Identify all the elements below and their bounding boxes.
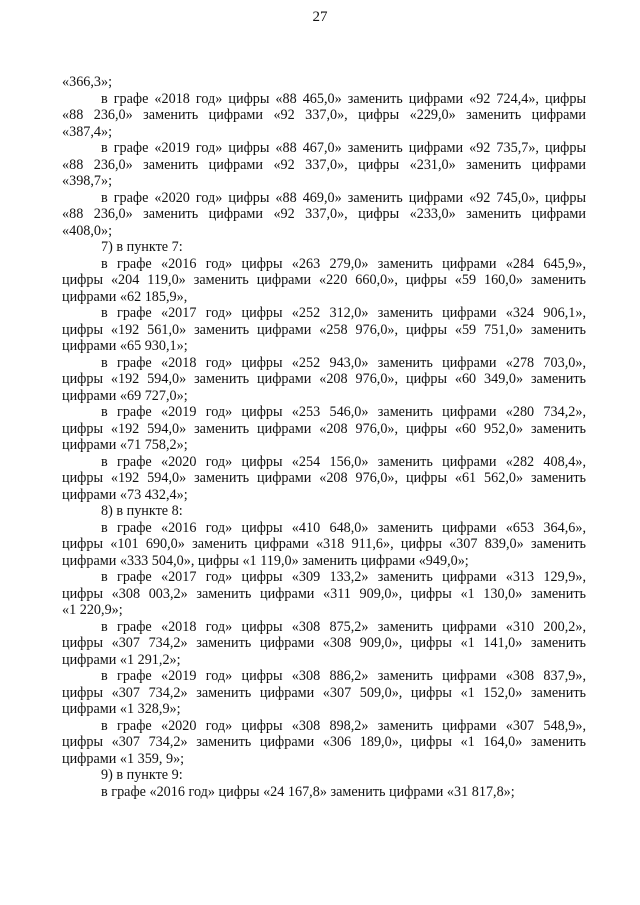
text-line: цифрами «62 185,9», [62,288,188,305]
text-line: цифры «192 594,0» заменить цифрами «208 976,0», цифры «60 349,0» заменить [62,371,586,387]
text-line: в графе «2018 год» цифры «308 875,2» заменить цифрами «310 200,2», [101,618,586,635]
text-line: в графе «2019 год» цифры «253 546,0» заменить цифрами «280 734,2», [101,404,586,420]
text-line: «88 236,0» заменить цифрами «92 337,0», цифры «229,0» заменить цифрами [62,107,586,123]
document-body [62,74,586,800]
text-line: в графе «2019 год» цифры «308 886,2» заменить цифрами «308 837,9», [101,668,586,684]
text-line: в графе «2017 год» цифры «252 312,0» заменить цифрами «324 906,1», [101,305,586,321]
text-line: «408,0»; [62,222,113,239]
text-line: цифрами «65 930,1»; [62,338,188,354]
text-line: в графе «2016 год» цифры «24 167,8» заменить цифрами «31 817,8»; [101,783,515,800]
text-line: цифрами «1 291,2»; [62,651,181,668]
text-line: цифры «307 734,2» заменить цифрами «306 189,0», цифры «1 164,0» заменить [62,734,586,750]
text-line: цифрами «1 359, 9»; [62,750,185,767]
text-line: цифры «101 690,0» заменить цифрами «318 911,6», цифры «307 839,0» заменить [62,536,586,552]
text-line: «88 236,0» заменить цифрами «92 337,0», цифры «231,0» заменить цифрами [62,156,586,173]
text-line: цифры «204 119,0» заменить цифрами «220 660,0», цифры «59 160,0» заменить [62,272,586,288]
text-line: 7) в пункте 7: [101,239,183,255]
text-line: цифрами «73 432,4»; [62,486,188,503]
text-line: в графе «2016 год» цифры «410 648,0» заменить цифрами «653 364,6», [101,519,586,536]
text-line: в графе «2017 год» цифры «309 133,2» заменить цифрами «313 129,9», [101,569,586,585]
text-line: цифрами «71 758,2»; [62,437,188,453]
text-line: в графе «2020 год» цифры «308 898,2» заменить цифрами «307 548,9», [101,717,586,734]
text-line: в графе «2018 год» цифры «88 465,0» заменить цифрами «92 724,4», цифры [101,90,586,107]
text-line: «88 236,0» заменить цифрами «92 337,0», цифры «233,0» заменить цифрами [62,206,586,222]
text-line: «1 220,9»; [62,602,123,618]
text-line: в графе «2018 год» цифры «252 943,0» заменить цифрами «278 703,0», [101,354,586,371]
text-line: «387,4»; [62,123,113,140]
text-line: «398,7»; [62,173,113,189]
text-line: цифрами «69 727,0»; [62,387,188,404]
text-line: 9) в пункте 9: [101,767,183,783]
text-line: в графе «2020 год» цифры «254 156,0» заменить цифрами «282 408,4», [101,453,586,470]
text-line: цифры «192 561,0» заменить цифрами «258 976,0», цифры «59 751,0» заменить [62,321,586,338]
text-line: цифры «308 003,2» заменить цифрами «311 909,0», цифры «1 130,0» заменить [62,585,586,602]
text-line: в графе «2016 год» цифры «263 279,0» заменить цифрами «284 645,9», [101,255,586,272]
text-line: цифрами «333 504,0», цифры «1 119,0» заменить цифрами «949,0»; [62,552,469,569]
text-line: 8) в пункте 8: [101,503,183,519]
text-line: в графе «2020 год» цифры «88 469,0» заменить цифрами «92 745,0», цифры [101,189,586,206]
page-number: 27 [312,9,328,25]
text-line: цифры «192 594,0» заменить цифрами «208 976,0», цифры «61 562,0» заменить [62,470,586,486]
text-line: цифры «307 734,2» заменить цифрами «308 909,0», цифры «1 141,0» заменить [62,635,586,651]
text-line: в графе «2019 год» цифры «88 467,0» заменить цифрами «92 735,7», цифры [101,140,586,156]
text-line: цифры «192 594,0» заменить цифрами «208 976,0», цифры «60 952,0» заменить [62,420,586,437]
text-line: цифры «307 734,2» заменить цифрами «307 509,0», цифры «1 152,0» заменить [62,684,586,701]
text-line: «366,3»; [62,74,113,90]
text-line: цифрами «1 328,9»; [62,701,181,717]
